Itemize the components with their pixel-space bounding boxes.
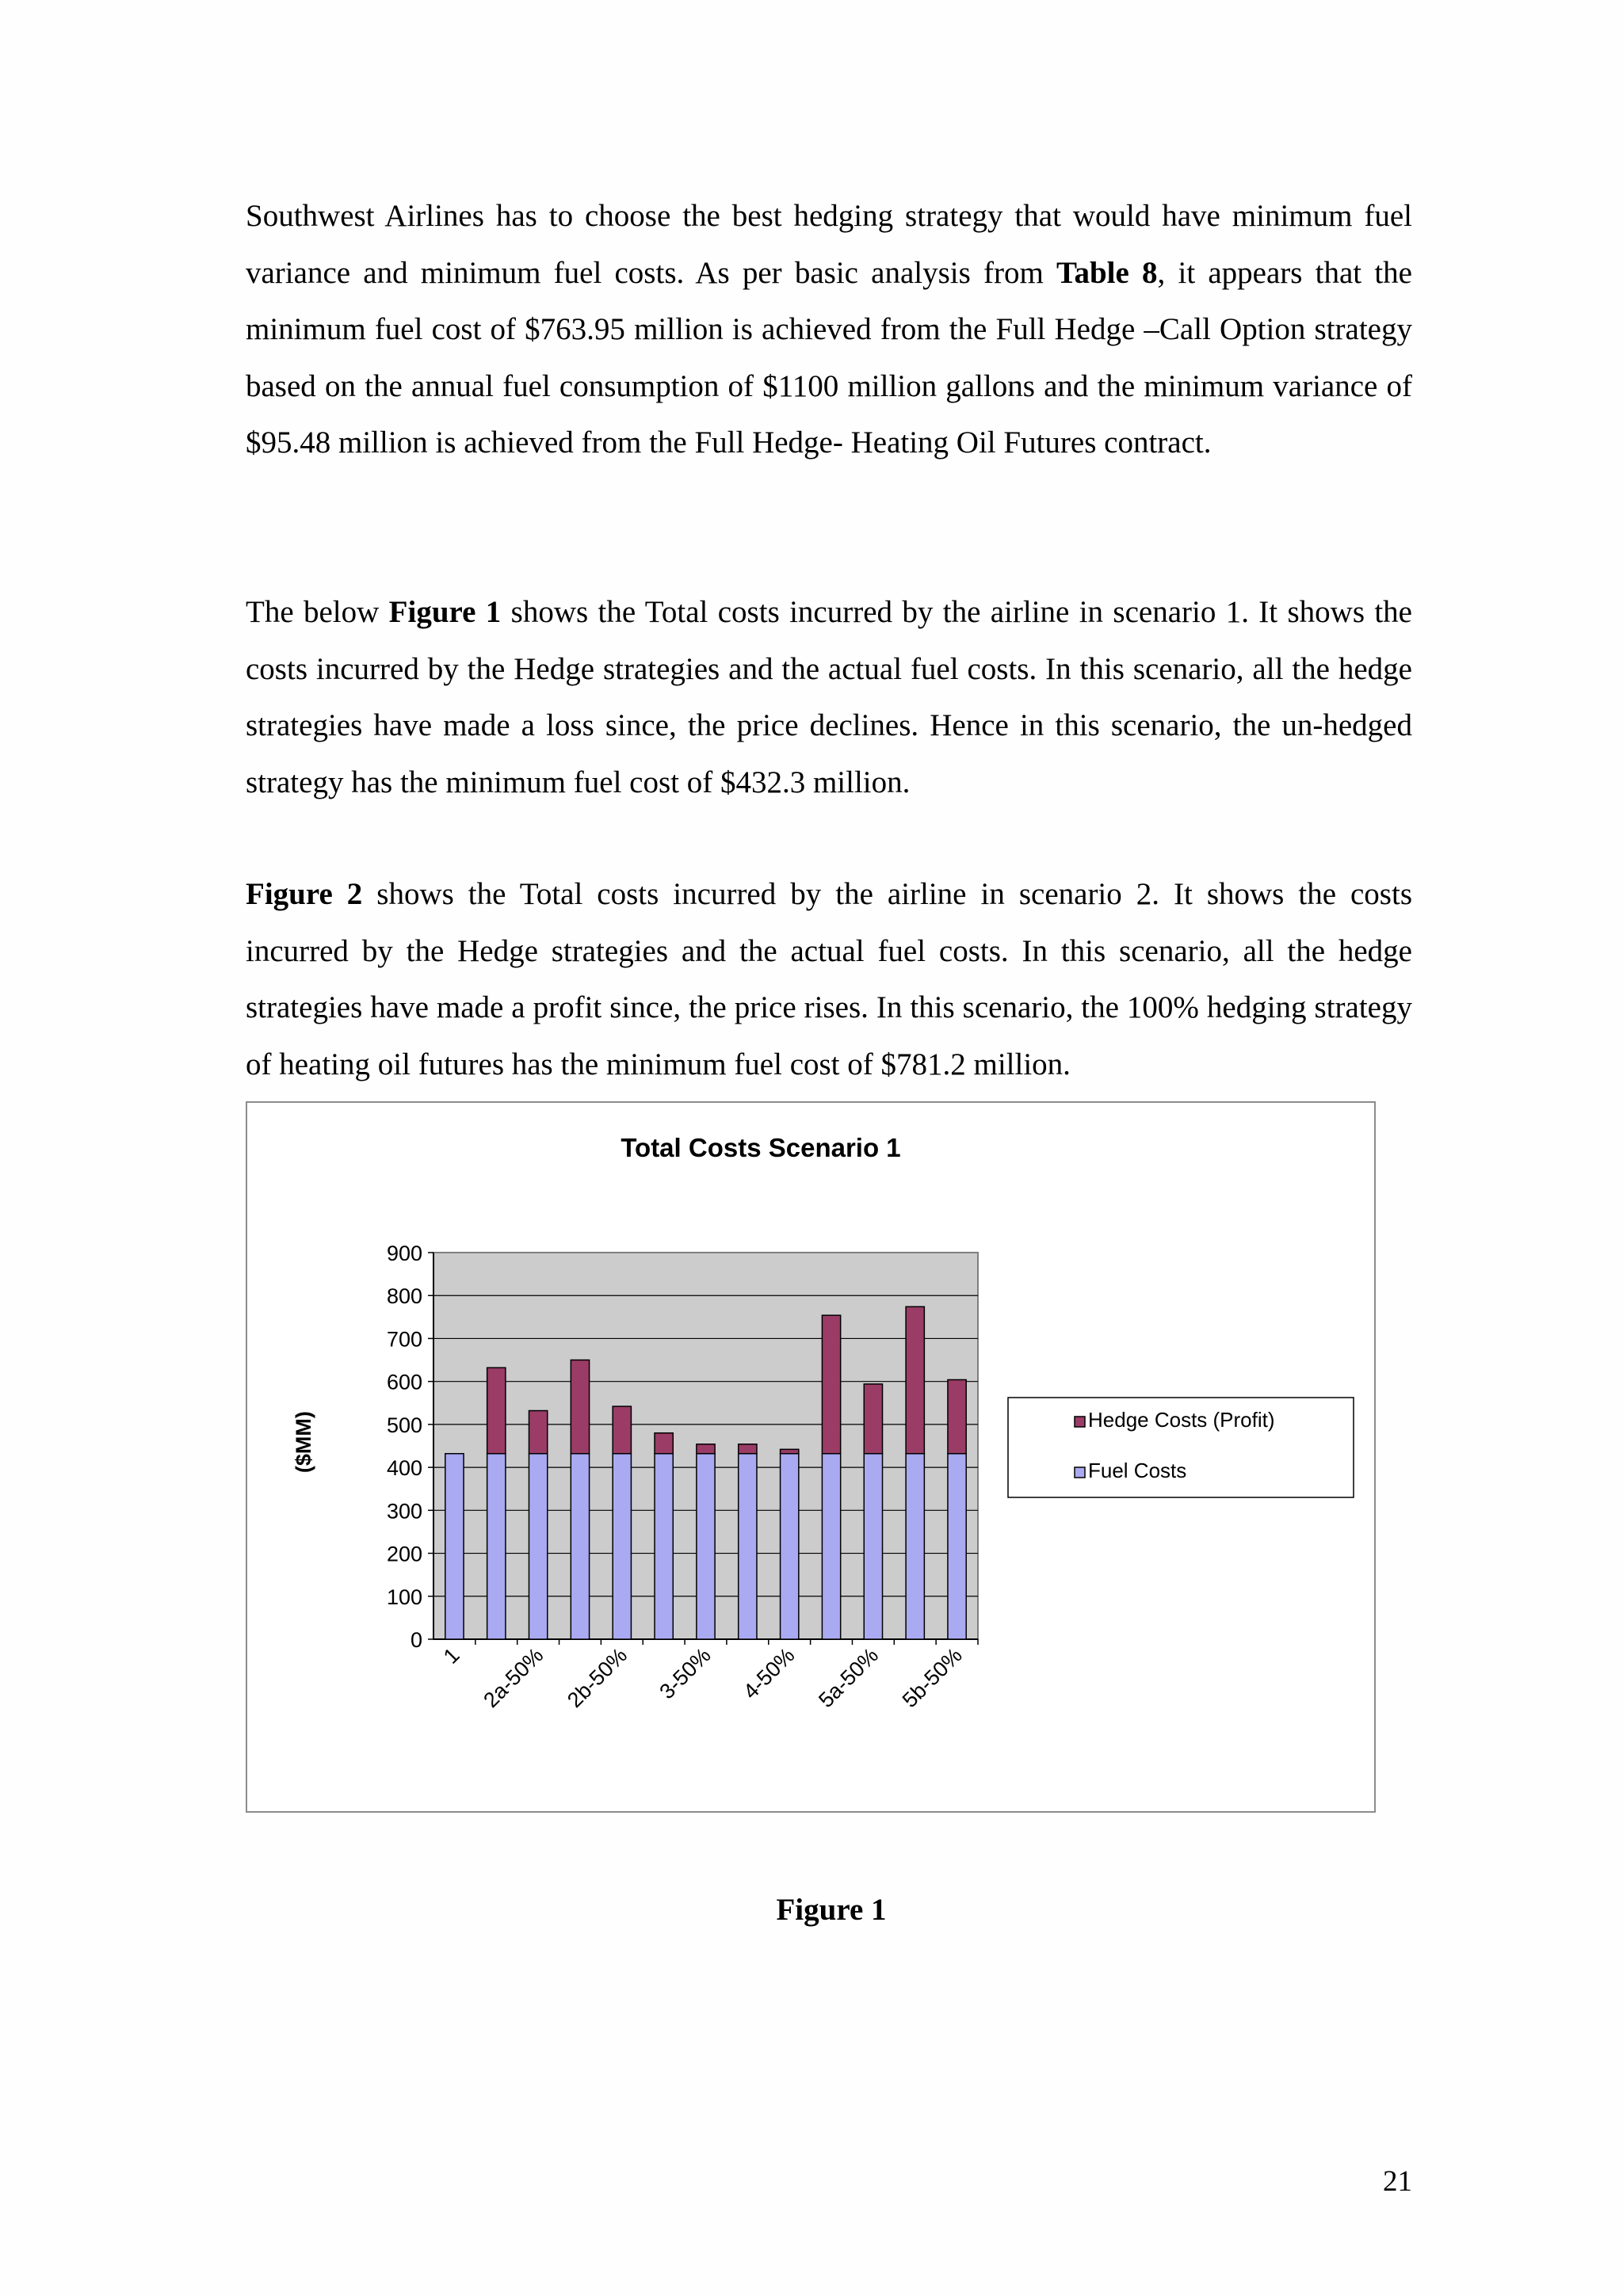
y-tick-label: 900 (386, 1241, 422, 1265)
bar-hedge-costs (487, 1367, 506, 1453)
bar-fuel-costs (781, 1454, 799, 1639)
y-tick-label: 100 (386, 1585, 422, 1609)
total-costs-chart (247, 1103, 1374, 1811)
figure-caption: Figure 1 (776, 1893, 887, 1927)
bar-hedge-costs (697, 1444, 715, 1454)
bar-fuel-costs (739, 1454, 757, 1639)
y-tick-label: 500 (386, 1413, 422, 1437)
p1-text-2: , it appears that the minimum fuel cost of $763.95 million is achieved from the Full Hedge –Call Option strategy based on the annual fuel consumption of $1100 million gallons and the minimum variance of $95.48 million is achieved from the Full Hedge- Heating Oil Futures contract. (246, 255, 1412, 460)
y-tick-label: 800 (386, 1284, 422, 1309)
x-tick-label: 5b-50% (897, 1643, 967, 1713)
bar-hedge-costs (948, 1379, 966, 1453)
y-tick-label: 300 (386, 1499, 422, 1524)
p2-bold-figure-ref: Figure 1 (388, 595, 502, 629)
bar-fuel-costs (822, 1454, 840, 1639)
legend-hedge-label: Hedge Costs (Profit) (1088, 1408, 1275, 1432)
bar-hedge-costs (571, 1360, 589, 1454)
page-number: 21 (1383, 2165, 1412, 2198)
paragraph-2 (246, 584, 1412, 810)
bar-fuel-costs (529, 1454, 547, 1639)
bar-fuel-costs (487, 1454, 506, 1639)
x-tick-label: 4-50% (739, 1643, 800, 1704)
bar-hedge-costs (822, 1315, 840, 1454)
bar-fuel-costs (655, 1454, 673, 1639)
y-axis-label: ($MM) (292, 1411, 315, 1474)
bar-hedge-costs (864, 1384, 882, 1454)
bar-hedge-costs (655, 1433, 673, 1454)
y-tick-label: 0 (410, 1628, 422, 1652)
bar-hedge-costs (781, 1449, 799, 1453)
bar-fuel-costs (864, 1454, 882, 1639)
p1-bold-table-ref: Table 8 (1056, 255, 1158, 290)
x-tick-label: 1 (438, 1643, 464, 1669)
bar-hedge-costs (613, 1406, 631, 1454)
bar-fuel-costs (613, 1454, 631, 1639)
p3-bold-figure-ref: Figure 2 (246, 877, 363, 911)
bar-hedge-costs (529, 1411, 547, 1454)
bar-fuel-costs (697, 1454, 715, 1639)
bar-hedge-costs (906, 1306, 924, 1453)
legend-hedge-swatch (1075, 1417, 1085, 1427)
y-tick-label: 700 (386, 1327, 422, 1352)
paragraph-3 (246, 866, 1412, 1093)
x-tick-label: 2b-50% (563, 1643, 632, 1713)
legend-fuel-swatch (1075, 1467, 1085, 1478)
bar-fuel-costs (948, 1454, 966, 1639)
p1-text-1: Southwest Airlines has to choose the best hedging strategy that would have minimum fuel variance and minimum fuel costs. As per basic analysis from (246, 199, 1412, 290)
p2-text-2: shows the Total costs incurred by the airline in scenario 1. It shows the costs incurred by the Hedge strategies and the actual fuel costs. In this scenario, all the hedge strategies have made a loss since, the price declines. Hence in this scenario, the un-hedged strategy has the minimum fuel cost of $432.3 million. (246, 595, 1412, 799)
legend-fuel-label: Fuel Costs (1088, 1459, 1187, 1482)
bar-fuel-costs (445, 1454, 464, 1639)
chart-frame (246, 1101, 1376, 1813)
y-tick-label: 200 (386, 1542, 422, 1566)
chart-title: Total Costs Scenario 1 (621, 1133, 901, 1162)
p3-text-1: shows the Total costs incurred by the airline in scenario 2. It shows the costs incurred by the Hedge strategies and the actual fuel costs. In this scenario, all the hedge strategies have made a profit since, the price rises. In this scenario, the 100% hedging strategy of heating oil futures has the minimum fuel cost of $781.2 million. (246, 877, 1412, 1081)
paragraph-1 (246, 188, 1412, 471)
y-tick-label: 600 (386, 1370, 422, 1394)
y-tick-label: 400 (386, 1456, 422, 1481)
x-tick-label: 3-50% (655, 1643, 716, 1704)
bar-hedge-costs (739, 1444, 757, 1454)
bar-fuel-costs (906, 1454, 924, 1639)
bar-fuel-costs (571, 1454, 589, 1639)
p2-text-1: The below (246, 595, 389, 629)
x-tick-label: 2a-50% (479, 1643, 548, 1713)
x-tick-label: 5a-50% (814, 1643, 884, 1713)
